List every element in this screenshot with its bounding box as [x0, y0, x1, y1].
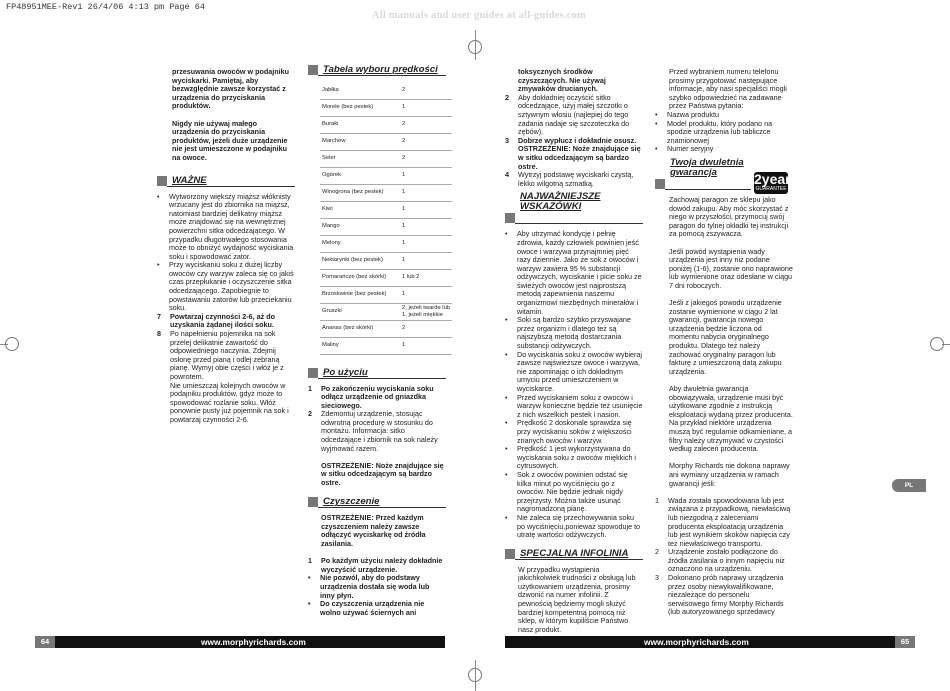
list-item: • Nazwa produktu — [655, 111, 793, 120]
list-item: • Model produktu, który podano na spodzie urządzenia lub tabliczce znamionowej — [655, 120, 793, 146]
paragraph: Morphy Richards nie dokona naprawy ani wymiany urządzenia w ramach gwarancji jeśli: — [669, 461, 790, 488]
speed-cell: 1 — [400, 218, 452, 235]
watermark: All manuals and user guides at all-guides.com — [372, 10, 586, 21]
speed-cell: 2 — [400, 133, 452, 150]
footer-url[interactable]: www.morphyrichards.com — [201, 637, 306, 647]
speed-cell: 1 lub 2 — [400, 269, 452, 286]
list-item: • Aby utrzymać kondycję i pełnię zdrowia, każdy człowiek powinien jeść owoce i warzywa przynajmniej pięć razy dziennie. Jako że sok z owoców i warzyw zawiera 95 % substancji odżywczych, wyciskanie i picie soku ze świeżych owoców jest najprostszą metodą zapewnienia naszemu organizmowi niezbędnych minerałów i witamin. — [505, 230, 643, 316]
exclusion-3: 3 Dokonano prób naprawy urządzenia przez osoby niewykwalifikowane, niezależące do personelu serwisowego firmy Morphy Richards (lub autoryzowanego sprzedawcy — [655, 573, 784, 617]
fruit-cell: Winogrona (bez pestek) — [320, 184, 400, 201]
footer-left — [35, 636, 445, 648]
table-row — [320, 269, 452, 286]
section-heading-table: Tabela wyboru prędkości — [308, 64, 446, 76]
paragraph: Jeśli z jakiegoś powodu urządzenie zostanie wymienione w ciągu 2 lat gwarancji, gwarancja nowego urządzenia będzie liczona od momentu nabycia oryginalnego produktu. Dlatego też należy zachować oryginalny paragon lub fakturę z umieszczoną datą zakupu urządzenia. — [669, 298, 782, 376]
crop-mark — [475, 30, 476, 60]
column-1 — [157, 68, 295, 425]
speed-cell: 2 — [400, 150, 452, 167]
list-item: • Do czyszczenia urządzenia nie wolno używać ściernych ani — [308, 600, 446, 617]
fruit-cell: Nektarynki (bez pestek) — [320, 252, 400, 269]
list-item: • Nie pozwól, aby do podstawy urządzenia dostała się woda lub inny płyn. — [308, 574, 446, 600]
table-row — [320, 218, 452, 235]
step-1: 1 Po każdym użyciu należy dokładnie wyczyścić urządzenie. — [308, 556, 443, 574]
list-item: • Przy wyciskaniu soku z dużej liczby owoców czy warzyw zaleca się co jakiś czas przepłukanie i oczyszczenie sitka odcedzającego. Zapobiegnie to powstawaniu zatorów lub przeciekaniu soku. — [157, 261, 295, 313]
table-row — [320, 201, 452, 218]
warning: OSTRZEŻENIE: Przed każdym czyszczeniem należy zawsze odłączyć wyciskarkę od źródła zasilania. — [321, 513, 426, 548]
fruit-cell: Morele (bez pestek) — [320, 99, 400, 116]
fruit-cell: Brzoskwinie (bez pestek) — [320, 286, 400, 303]
fruit-cell: Seler — [320, 150, 400, 167]
warning: OSTRZEŻENIE: Noże znajdujące się w sitku odcedzającym są bardzo ostre. — [321, 460, 444, 488]
fruit-cell: Pomarańcze (bez skórki) — [320, 269, 400, 286]
list-item: • Sok z owoców powinien odstać się kilka minut po wyciśnięciu go z owoców. Nie będzie jednak nigdy przejrzysty. Można także usunąć nagromadzoną pianę. — [505, 471, 643, 514]
fruit-cell: Marchew — [320, 133, 400, 150]
step-1: 1 Po zakończeniu wyciskania soku odłącz urządzenie od gniazdka sieciowego. — [308, 383, 434, 410]
speed-cell: 1 — [400, 201, 452, 218]
registration-mark — [930, 337, 944, 351]
section-heading-wazne: WAŻNE — [157, 175, 295, 187]
list-item: • Prędkość 1 jest wykorzystywana do wyciskania soku z owoców miękkich i cytrusowych. — [505, 445, 643, 471]
table-row — [320, 235, 452, 252]
fruit-cell: Mango — [320, 218, 400, 235]
speed-cell: 1 — [400, 286, 452, 303]
paragraph: Nigdy nie używaj małego urządzenia do przyciskania produktów, jeżeli duże urządzenie nie jest umieszczone w podajniku na owoce. — [172, 118, 288, 162]
section-heading-helpline: SPECJALNA INFOLINIA — [505, 548, 643, 560]
speed-cell: 1 — [400, 337, 452, 354]
step-3: 3 Dobrze wypłucz i dokładnie osusz. OSTRZEŻENIE: Noże znajdujące się w sitku odcedzającym są bardzo ostre. — [505, 135, 641, 171]
fruit-cell: Melony — [320, 235, 400, 252]
step-4: 4 Wytrzyj podstawę wyciskarki czystą, lekko wilgotną szmatką. — [505, 170, 634, 188]
paragraph: Zachowaj paragon ze sklepu jako dowód zakupu. Aby móc skorzystać z niego w przyszłości, przymocuj swój paragon do tylnej okładki tej instrukcji za pomocą zszywacza. — [669, 194, 789, 239]
paragraph: Przed wybraniem numeru telefonu prosimy przygotować następujące informacje, aby nasi specjaliści mogli szybko odpowiedzieć na zadawane przez Państwa pytania: — [669, 67, 787, 111]
paragraph: Nie umieszczaj kolejnych owoców w podajniku produktów, gdyż może to spowodować rozlanie soku. Włóż ponownie pusty już pojemnik na sok i powtarzaj czynności 2-6. — [170, 380, 289, 424]
language-tab: PL — [892, 479, 926, 492]
exclusion-2: 2 Urządzenie zostało podłączone do źródła zasilania o innym napięciu niż oznaczono na urządzeniu. — [655, 547, 785, 574]
fruit-cell: Gruszki — [320, 303, 400, 320]
list-item: • Wytworzony większy miąższ włóknisty wrzucany jest do zbiornika na miąższ, natomiast bardziej delikatny miąższ może znajdować się na wewnętrznej powierzchni sitka odcedzającego. W przypadku długotrwałego stosowania może to obniżyć wydajność wyciskania soku i spowodować zator. — [157, 193, 295, 262]
table-row — [320, 320, 452, 337]
exclusion-1: 1 Wada została spowodowana lub jest związana z przypadkową, niewłaściwą lub niezgodną z zaleceniami producenta eksploatacją urządzenia lub jest wynikiem skoków napięcia czy też niewłaściwego transportu. — [655, 495, 791, 548]
column-2 — [308, 64, 451, 617]
speed-cell: 2, jeżeli twarde lub 1, jeżeli miękkie — [400, 303, 452, 320]
list-item: • Soki są bardzo szybko przyswajane przez organizm i dlatego też są najszybszą metodą dostarczania substancji odżywczych. — [505, 316, 643, 350]
speed-cell: 1 — [400, 184, 452, 201]
section-heading-cleaning: Czyszczenie — [308, 496, 446, 508]
footer-right — [505, 636, 915, 648]
table-row — [320, 133, 452, 150]
step-8: 8 Po napełnieniu pojemnika na sok przelej delikatnie zawartość do odpowiedniego naczynia. Zdejmij osłonę przed pianą i odlej zebraną pianę. Wymyj obie części i włóż je z powrotem. — [157, 329, 284, 381]
paragraph: toksycznych środków czyszczących. Nie używaj zmywaków drucianych. — [518, 67, 606, 94]
section-heading-warranty: Twoja dwuletnia gwarancja — [655, 168, 751, 190]
crop-mark — [475, 660, 476, 691]
speed-cell: 1 — [400, 167, 452, 184]
table-row — [320, 82, 452, 99]
fruit-cell: Jabłka — [320, 82, 400, 99]
table-row — [320, 167, 452, 184]
column-4 — [655, 68, 793, 617]
fruit-cell: Ananas (bez skórki) — [320, 320, 400, 337]
paragraph: W przypadku wystąpienia jakichkolwiek trudności z obsługą lub użytkowaniem urządzenia, prosimy dzwonić na numer infolinii. Z pewnością będziemy mogli służyć bardziej kompetentną pomocą niż sklep, w którym kupiliście Państwo nasz produkt. — [518, 564, 636, 634]
list-item: • Do wyciskania soku z owoców wybieraj zawsze najświeższe owoce i warzywa, nie zapominając o ich dokładnym umyciu przed umieszczeniem w wyciskarce. — [505, 351, 643, 394]
column-3 — [505, 68, 643, 634]
step-2: 2 Zdemontuj urządzenie, stosując odwrotną procedurę w stosunku do montażu. Informacja: sitko odcedzające i zbiornik na sok należy wyjmować razem. — [308, 409, 438, 453]
speed-cell: 1 — [400, 252, 452, 269]
fruit-cell: Kiwi — [320, 201, 400, 218]
speed-cell: 2 — [400, 116, 452, 133]
paragraph: Jeśli powód wystąpienia wady urządzenia jest inny niż podane poniżej (1-6), zostanie ono naprawione lub wymienione oraz odesłane w ciągu 7 dni roboczych. — [669, 246, 793, 290]
table-row — [320, 184, 452, 201]
table-row — [320, 303, 452, 320]
footer-url[interactable]: www.morphyrichards.com — [644, 637, 749, 647]
table-row — [320, 252, 452, 269]
list-item: • Nie zaleca się przechowywania soku po wyciśnięciu,ponieważ spowoduje to utratę wartości odżywczych. — [505, 514, 643, 540]
speed-cell: 1 — [400, 235, 452, 252]
section-heading-after-use: Po użyciu — [308, 367, 446, 379]
table-row — [320, 286, 452, 303]
guarantee-logo: 2year GUARANTEE — [754, 171, 791, 192]
section-heading-tips: NAJWAŻNIEJSZE WSKAZÓWKI — [505, 202, 643, 224]
table-row — [320, 99, 452, 116]
list-item: • Przed wyciskaniem soku z owoców i warzyw konieczne będzie też usunięcie z nich wszelkich pestek i nasion. — [505, 394, 643, 420]
fruit-cell: Maliny — [320, 337, 400, 354]
speed-cell: 1 — [400, 99, 452, 116]
page-number: 65 — [895, 636, 915, 648]
table-row — [320, 150, 452, 167]
list-item: • Prędkość 2 doskonale sprawdza się przy wyciskaniu soków z większości znanych owoców i warzyw. — [505, 419, 643, 445]
speed-table — [320, 82, 452, 355]
speed-cell: 2 — [400, 82, 452, 99]
fruit-cell: Ogórek — [320, 167, 400, 184]
table-row — [320, 337, 452, 354]
registration-mark — [5, 337, 19, 351]
step-7: 7 Powtarzaj czynności 2-6, aż do uzyskania żądanej ilości soku. — [157, 311, 276, 330]
paragraph: przesuwania owoców w podajniku wyciskarki. Pamiętaj, aby bezwzględnie zawsze korzystać z urządzenia do przyciskania produktów. — [172, 67, 290, 111]
speed-cell: 2 — [400, 320, 452, 337]
paragraph: Aby dwuletnia gwarancja obowiązywała, urządzenie musi być użytkowane zgodnie z instrukcją eksploatacji wydaną przez producenta. Na przykład niektóre urządzenia muszą być regularnie odkamieniane, a filtry należy utrzymywać w czystości według zaleceń producenta. — [669, 384, 793, 454]
table-row — [320, 116, 452, 133]
print-header: FP48951MEE-Rev1 26/4/06 4:13 pm Page 64 — [6, 2, 205, 12]
step-2: 2 Aby dokładniej oczyścić sitko odcedzające, użyj małej szczotki o sztywnym włosiu (najlepiej do tego zadania nadaje się szczoteczka do zębów). — [505, 92, 630, 137]
fruit-cell: Buraki — [320, 116, 400, 133]
page-number: 64 — [35, 636, 55, 648]
list-item: • Numer seryjny — [655, 145, 793, 154]
